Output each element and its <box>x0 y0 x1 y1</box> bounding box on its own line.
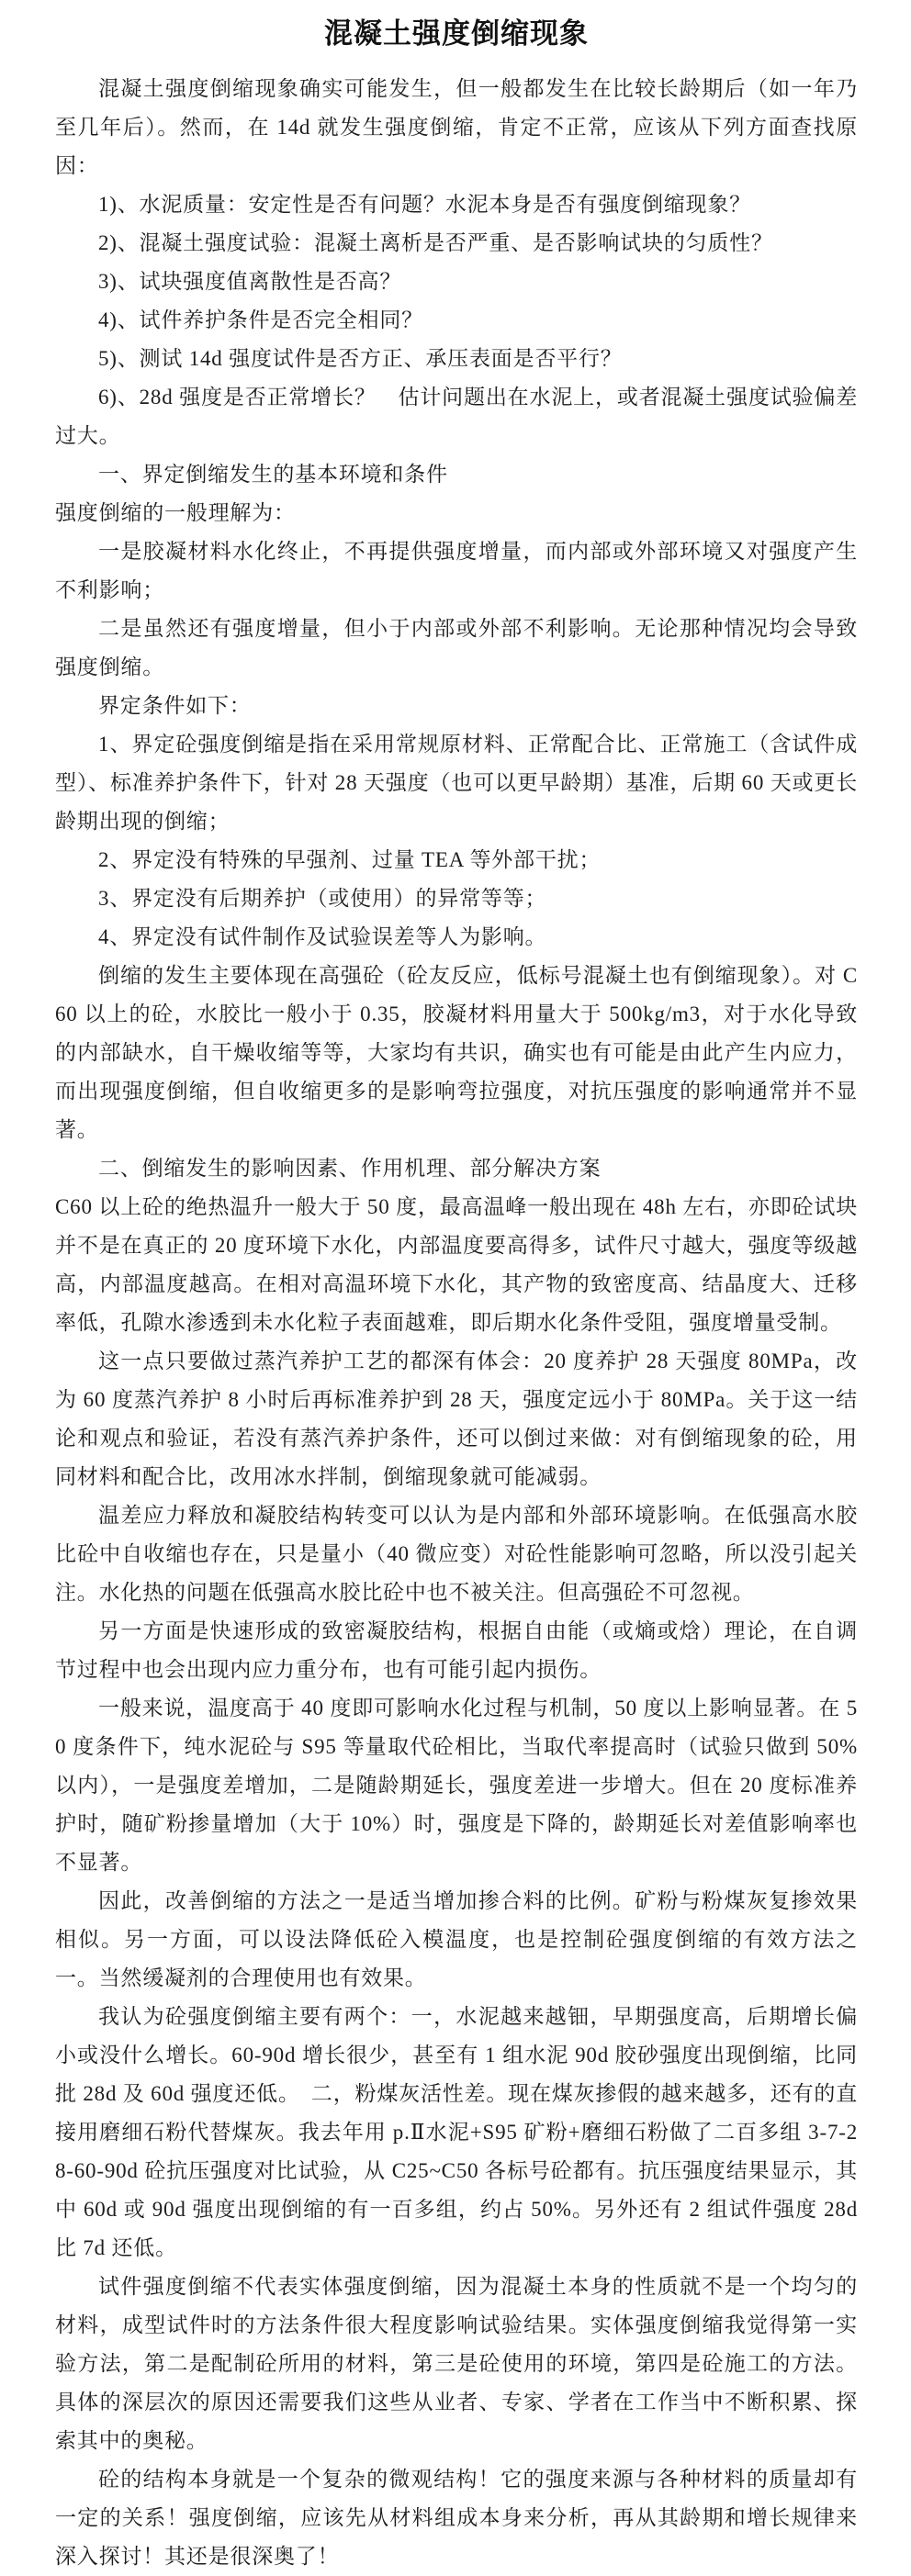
paragraph: 另一方面是快速形成的致密凝胶结构，根据自由能（或熵或焓）理论，在自调节过程中也会出现内应力重分布，也有可能引起内损伤。 <box>55 1619 858 1681</box>
paragraph: 2)、混凝土强度试验：混凝土离析是否严重、是否影响试块的匀质性？ <box>98 231 773 254</box>
paragraph: C60 以上砼的绝热温升一般大于 50 度，最高温峰一般出现在 48h 左右，亦即砼试块并不是在真正的 20 度环境下水化，内部温度要高得多，试件尺寸越大，强度等级越高，内部温度越高。在相对高温环境下水化，其产物的致密度高、结晶度大、迁移率低，孔隙水渗透到未水化粒子表面越难，即后期水化条件受阻，强度增量受制。 <box>55 1195 858 1334</box>
paragraph: 5)、测试 14d 强度试件是否方正、承压表面是否平行？ <box>98 347 623 370</box>
paragraph: 这一点只要做过蒸汽养护工艺的都深有体会：20 度养护 28 天强度 80MPa，改为 60 度蒸汽养护 8 小时后再标准养护到 28 天，强度定远小于 80MPa。关于这一结论和观点和验证，若没有蒸汽养护条件，还可以倒过来做：对有倒缩现象的砼，用同材料和配合比，改用冰水拌制，倒缩现象就可能减弱。 <box>55 1350 858 1488</box>
paragraph: 界定条件如下： <box>98 694 252 717</box>
paragraph: 温差应力释放和凝胶结构转变可以认为是内部和外部环境影响。在低强高水胶比砼中自收缩也存在，只是量小（40 微应变）对砼性能影响可忽略，所以没引起关注。水化热的问题在低强高水胶比砼中也不被关注。但高强砼不可忽视。 <box>55 1504 858 1604</box>
paragraph: 3)、试块强度值离散性是否高？ <box>98 270 402 293</box>
paragraph: 砼的结构本身就是一个复杂的微观结构！它的强度来源与各种材料的质量却有一定的关系！强度倒缩，应该先从材料组成本身来分析，再从其龄期和增长规律来深入探讨！其还是很深奥了！ <box>55 2468 858 2568</box>
paragraph: 一般来说，温度高于 40 度即可影响水化过程与机制，50 度以上影响显著。在 50 度条件下，纯水泥砼与 S95 等量取代砼相比，当取代率提高时（试验只做到 50%以内），一是强度差增加，二是随龄期延长，强度差进一步增大。但在 20 度标准养护时，随矿粉掺量增加（大于 10%）时，强度是下降的，龄期延长对差值影响率也不显著。 <box>55 1697 858 1874</box>
paragraph: 混凝土强度倒缩现象确实可能发生，但一般都发生在比较长龄期后（如一年乃至几年后）。然而，在 14d 就发生强度倒缩，肯定不正常，应该从下列方面查找原因： <box>55 77 858 177</box>
document-body <box>55 70 858 2576</box>
paragraph: 强度倒缩的一般理解为： <box>55 501 296 524</box>
paragraph: 因此，改善倒缩的方法之一是适当增加掺合料的比例。矿粉与粉煤灰复掺效果相似。另一方面，可以设法降低砼入模温度，也是控制砼强度倒缩的有效方法之一。当然缓凝剂的合理使用也有效果。 <box>55 1889 858 1989</box>
paragraph: 4、界定没有试件制作及试验误差等人为影响。 <box>98 925 547 948</box>
paragraph: 我认为砼强度倒缩主要有两个：一，水泥越来越钿，早期强度高，后期增长偏小或没什么增长。60-90d 增长很少，甚至有 1 组水泥 90d 胶砂强度出现倒缩，比同批 28d 及 60d 强度还低。 二，粉煤灰活性差。现在煤灰掺假的越来越多，还有的直接用磨细石粉代替煤灰。我去年用 p.Ⅱ水泥+S95 矿粉+磨细石粉做了二百多组 3-7-28-60-90d 砼抗压强度对比试验，从 C25~C50 各标号砼都有。抗压强度结果显示，其中 60d 或 90d 强度出现倒缩的有一百多组，约占 50%。另外还有 2 组试件强度 28d 比 7d 还低。 <box>55 2005 858 2259</box>
paragraph: 3、界定没有后期养护（或使用）的异常等等； <box>98 887 547 910</box>
paragraph: 试件强度倒缩不代表实体强度倒缩，因为混凝土本身的性质就不是一个均匀的材料，成型试件时的方法条件很大程度影响试验结果。实体强度倒缩我觉得第一实验方法，第二是配制砼所用的材料，第三是砼使用的环境，第四是砼施工的方法。具体的深层次的原因还需要我们这些从业者、专家、学者在工作当中不断积累、探索其中的奥秘。 <box>55 2275 858 2452</box>
paragraph: 4)、试件养护条件是否完全相同？ <box>98 308 423 331</box>
paragraph: 二是虽然还有强度增量，但小于内部或外部不利影响。无论那种情况均会导致强度倒缩。 <box>55 617 858 678</box>
paragraph: 6)、28d 强度是否正常增长？ 估计问题出在水泥上，或者混凝土强度试验偏差过大。 <box>55 386 858 447</box>
page-title: 混凝土强度倒缩现象 <box>324 17 589 50</box>
paragraph: 1)、水泥质量：安定性是否有问题？水泥本身是否有强度倒缩现象？ <box>98 193 751 216</box>
paragraph: 二、倒缩发生的影响因素、作用机理、部分解决方案 <box>98 1157 602 1180</box>
paragraph: 倒缩的发生主要体现在高强砼（砼友反应，低标号混凝土也有倒缩现象）。对 C60 以上的砼，水胶比一般小于 0.35，胶凝材料用量大于 500kg/m3，对于水化导致的内部缺水，自干燥收缩等等，大家均有共识，确实也有可能是由此产生内应力，而出现强度倒缩，但自收缩更多的是影响弯拉强度，对抗压强度的影响通常并不显著。 <box>55 964 858 1141</box>
paragraph: 一是胶凝材料水化终止，不再提供强度增量，而内部或外部环境又对强度产生不利影响； <box>55 540 858 601</box>
paragraph: 1、界定砼强度倒缩是指在采用常规原材料、正常配合比、正常施工（含试件成型）、标准养护条件下，针对 28 天强度（也可以更早龄期）基准，后期 60 天或更长龄期出现的倒缩； <box>55 733 858 833</box>
paragraph: 2、界定没有特殊的早强剂、过量 TEA 等外部干扰； <box>98 848 602 871</box>
paragraph: 一、界定倒缩发生的基本环境和条件 <box>98 463 448 486</box>
